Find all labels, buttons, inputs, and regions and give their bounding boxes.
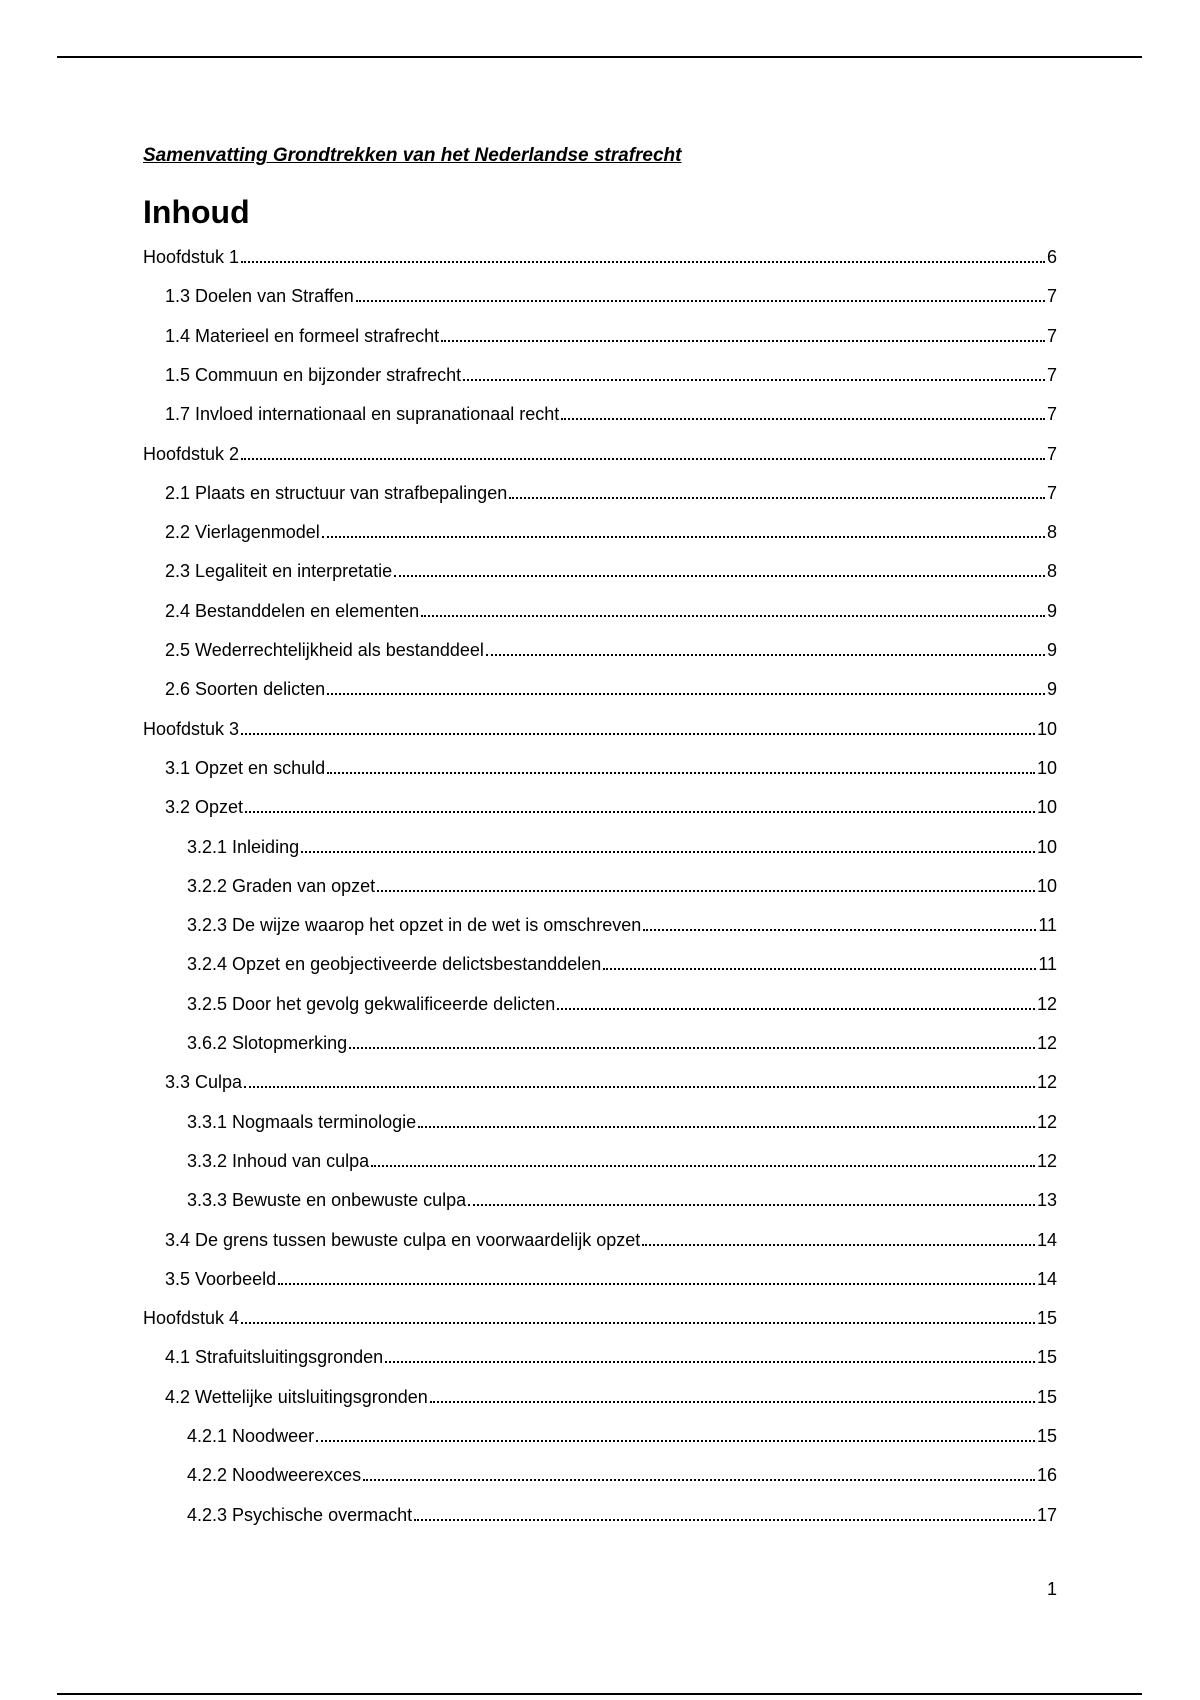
toc-dot-leader [241, 458, 1045, 460]
toc-entry-label: Hoofdstuk 2 [143, 444, 240, 464]
toc-entry-label: 3.5 Voorbeeld [165, 1269, 277, 1289]
toc-entry[interactable] [187, 1502, 1057, 1526]
toc-dot-leader [394, 575, 1045, 577]
toc-entry-page: 11 [1038, 954, 1057, 974]
toc-entry-page: 15 [1036, 1426, 1057, 1446]
toc-entry[interactable] [187, 912, 1057, 936]
toc-entry-label: 3.2.1 Inleiding [187, 837, 300, 857]
toc-entry[interactable] [165, 755, 1057, 779]
toc-entry-page: 7 [1046, 483, 1057, 503]
toc-entry-label: 4.2.2 Noodweerexces [187, 1465, 362, 1485]
toc-dot-leader [327, 772, 1035, 774]
toc-entry[interactable] [165, 519, 1057, 543]
toc-dot-leader [371, 1165, 1035, 1167]
toc-entry-label: Hoofdstuk 4 [143, 1308, 240, 1328]
toc-entry-label: Hoofdstuk 1 [143, 247, 240, 267]
toc-entry-label: 1.4 Materieel en formeel strafrecht [165, 326, 440, 346]
toc-entry-page: 9 [1046, 679, 1057, 699]
toc-dot-leader [241, 261, 1045, 263]
toc-entry-label: 3.3.1 Nogmaals terminologie [187, 1112, 417, 1132]
toc-entry-page: 10 [1036, 719, 1057, 739]
toc-dot-leader [301, 851, 1035, 853]
toc-entry-page: 17 [1036, 1505, 1057, 1525]
toc-entry-page: 15 [1036, 1308, 1057, 1328]
toc-dot-leader [561, 418, 1045, 420]
toc-entry-page: 15 [1036, 1387, 1057, 1407]
toc-entry-page: 16 [1036, 1465, 1057, 1485]
toc-entry[interactable] [187, 1462, 1057, 1486]
toc-entry-page: 10 [1036, 758, 1057, 778]
toc-entry-label: 3.3 Culpa [165, 1072, 243, 1092]
toc-entry[interactable] [165, 1069, 1057, 1093]
toc-dot-leader [322, 536, 1045, 538]
toc-entry-label: 4.1 Strafuitsluitingsgronden [165, 1347, 384, 1367]
toc-entry-label: 3.1 Opzet en schuld [165, 758, 326, 778]
toc-entry-page: 12 [1036, 1072, 1057, 1092]
toc-entry-page: 9 [1046, 601, 1057, 621]
toc-entry-label: 3.3.2 Inhoud van culpa [187, 1151, 370, 1171]
toc-entry-label: Hoofdstuk 3 [143, 719, 240, 739]
toc-entry[interactable] [165, 558, 1057, 582]
toc-entry-page: 6 [1046, 247, 1057, 267]
toc-entry-page: 10 [1036, 876, 1057, 896]
page-number: 1 [1046, 1579, 1057, 1599]
toc-entry[interactable] [187, 1109, 1057, 1133]
toc-entry-label: 2.6 Soorten delicten [165, 679, 326, 699]
toc-entry-label: 3.4 De grens tussen bewuste culpa en voorwaardelijk opzet [165, 1230, 641, 1250]
toc-entry-page: 8 [1046, 522, 1057, 542]
toc-dot-leader [245, 811, 1035, 813]
toc-dot-leader [441, 340, 1045, 342]
toc-entry[interactable] [165, 283, 1057, 307]
toc-entry[interactable] [165, 794, 1057, 818]
toc-heading: Inhoud [143, 194, 250, 230]
toc-entry[interactable] [165, 598, 1057, 622]
toc-entry[interactable] [165, 676, 1057, 700]
toc-dot-leader [377, 890, 1035, 892]
toc-entry-label: 3.3.3 Bewuste en onbewuste culpa [187, 1190, 467, 1210]
toc-entry-label: 2.1 Plaats en structuur van strafbepalingen [165, 483, 508, 503]
toc-entry-label: 2.5 Wederrechtelijkheid als bestanddeel [165, 640, 484, 660]
toc-entry-label: 3.2.5 Door het gevolg gekwalificeerde delicten [187, 994, 556, 1014]
toc-dot-leader [385, 1361, 1035, 1363]
toc-entry-page: 10 [1036, 837, 1057, 857]
toc-entry-label: 1.3 Doelen van Straffen [165, 286, 354, 306]
toc-dot-leader [349, 1047, 1035, 1049]
toc-dot-leader [241, 1322, 1035, 1324]
toc-entry[interactable] [165, 1344, 1057, 1368]
toc-dot-leader [278, 1283, 1035, 1285]
toc-entry[interactable] [143, 244, 1057, 268]
toc-entry[interactable] [143, 716, 1057, 740]
toc-entry-label: 2.2 Vierlagenmodel [165, 522, 320, 542]
toc-entry-label: 4.2.3 Psychische overmacht [187, 1505, 413, 1525]
toc-entry[interactable] [187, 1148, 1057, 1172]
toc-entry[interactable] [143, 1305, 1057, 1329]
toc-entry-label: 3.2.3 De wijze waarop het opzet in de wet is omschreven [187, 915, 642, 935]
toc-dot-leader [430, 1401, 1035, 1403]
toc-entry-label: 1.5 Commuun en bijzonder strafrecht [165, 365, 462, 385]
toc-entry-page: 15 [1036, 1347, 1057, 1367]
toc-entry[interactable] [187, 1423, 1057, 1447]
toc-dot-leader [468, 1204, 1035, 1206]
toc-dot-leader [327, 693, 1045, 695]
toc-entry-page: 7 [1046, 444, 1057, 464]
toc-entry[interactable] [165, 480, 1057, 504]
toc-dot-leader [509, 497, 1045, 499]
toc-entry-label: 3.2 Opzet [165, 797, 244, 817]
toc-dot-leader [463, 379, 1045, 381]
toc-entry-label: 3.2.4 Opzet en geobjectiveerde delictsbestanddelen [187, 954, 602, 974]
toc-dot-leader [363, 1479, 1035, 1481]
toc-entry[interactable] [165, 1227, 1057, 1251]
toc-entry-label: 2.3 Legaliteit en interpretatie [165, 561, 393, 581]
document-title: Samenvatting Grondtrekken van het Nederlandse strafrecht [143, 145, 682, 166]
toc-entry-page: 12 [1036, 1112, 1057, 1132]
toc-entry-page: 13 [1036, 1190, 1057, 1210]
toc-dot-leader [414, 1519, 1035, 1521]
toc-entry-page: 12 [1036, 1033, 1057, 1053]
toc-entry[interactable] [187, 1187, 1057, 1211]
toc-dot-leader [486, 654, 1045, 656]
toc-entry-page: 7 [1046, 404, 1057, 424]
toc-dot-leader [418, 1126, 1035, 1128]
toc-entry-label: 3.2.2 Graden van opzet [187, 876, 376, 896]
toc-dot-leader [642, 1244, 1035, 1246]
toc-entry-label: 3.6.2 Slotopmerking [187, 1033, 348, 1053]
toc-entry-page: 14 [1036, 1269, 1057, 1289]
toc-dot-leader [421, 615, 1045, 617]
toc-entry-page: 11 [1038, 915, 1057, 935]
toc-entry[interactable] [187, 951, 1057, 975]
toc-entry[interactable] [165, 1266, 1057, 1290]
toc-dot-leader [316, 1440, 1035, 1442]
toc-entry[interactable] [165, 362, 1057, 386]
toc-entry-page: 12 [1036, 994, 1057, 1014]
toc-entry[interactable] [165, 637, 1057, 661]
toc-entry-page: 14 [1036, 1230, 1057, 1250]
footer-rule [57, 1693, 1142, 1695]
toc-entry-page: 7 [1046, 286, 1057, 306]
toc-entry[interactable] [187, 991, 1057, 1015]
toc-entry[interactable] [187, 834, 1057, 858]
toc-entry[interactable] [165, 1384, 1057, 1408]
toc-entry[interactable] [165, 323, 1057, 347]
toc-dot-leader [643, 929, 1036, 931]
toc-entry[interactable] [187, 873, 1057, 897]
toc-entry[interactable] [165, 401, 1057, 425]
toc-entry-label: 4.2 Wettelijke uitsluitingsgronden [165, 1387, 428, 1407]
toc-dot-leader [603, 968, 1036, 970]
toc-entry-page: 12 [1036, 1151, 1057, 1171]
toc-entry-page: 8 [1046, 561, 1057, 581]
toc-dot-leader [356, 300, 1045, 302]
toc-entry[interactable] [187, 1030, 1057, 1054]
toc-entry-label: 1.7 Invloed internationaal en supranationaal recht [165, 404, 560, 424]
toc-entry-label: 2.4 Bestanddelen en elementen [165, 601, 420, 621]
toc-entry-page: 7 [1046, 326, 1057, 346]
toc-dot-leader [244, 1086, 1035, 1088]
toc-entry[interactable] [143, 441, 1057, 465]
toc-entry-page: 7 [1046, 365, 1057, 385]
toc-dot-leader [557, 1008, 1035, 1010]
toc-dot-leader [241, 733, 1035, 735]
toc-entry-page: 9 [1046, 640, 1057, 660]
toc-entry-label: 4.2.1 Noodweer [187, 1426, 315, 1446]
toc-entry-page: 10 [1036, 797, 1057, 817]
